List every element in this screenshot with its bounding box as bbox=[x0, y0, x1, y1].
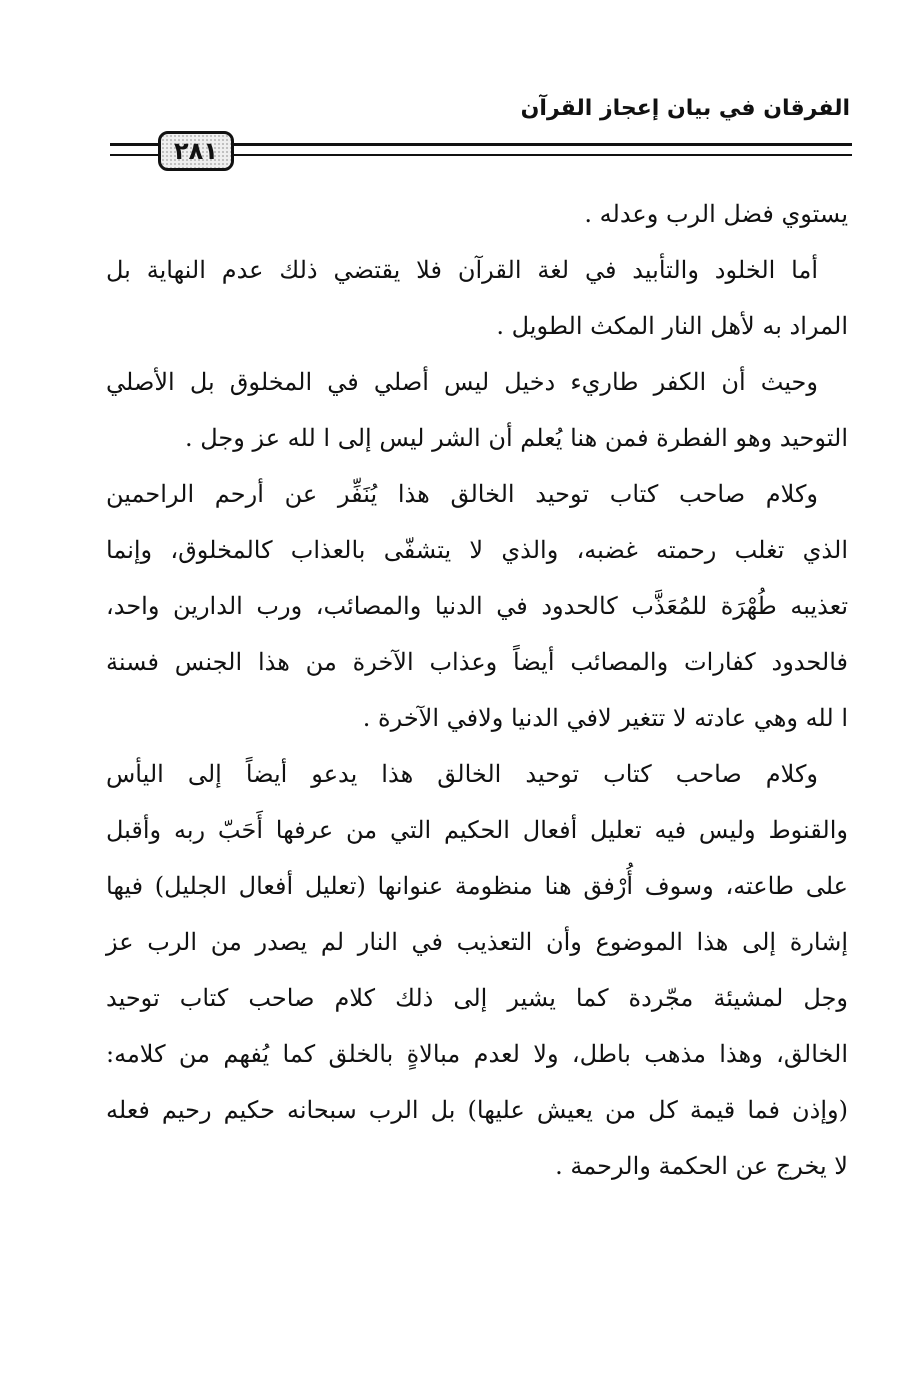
paragraph bbox=[106, 746, 848, 1194]
text-line: يستوي فضل الرب وعدله . bbox=[584, 200, 848, 228]
text-line: ا لله وهي عادته لا تتغير لافي الدنيا ولافي الآخرة . bbox=[362, 704, 848, 732]
text-line: على طاعته، وسوف أُرْفق هنا منظومة عنوانها (تعليل أفعال الجليل) فيها bbox=[106, 872, 848, 900]
page-number: ٢٨١ bbox=[174, 137, 218, 165]
paragraph bbox=[106, 242, 848, 354]
text-line: والقنوط وليس فيه تعليل أفعال الحكيم التي من عرفها أَحَبّ ربه وأقبل bbox=[106, 816, 848, 844]
text-line: الذي تغلب رحمته غضبه، والذي لا يتشفّى بالعذاب كالمخلوق، وإنما bbox=[106, 536, 848, 564]
text-line: (وإذن فما قيمة كل من يعيش عليها) بل الرب سبحانه حكيم رحيم فعله bbox=[106, 1096, 848, 1124]
text-line: المراد به لأهل النار المكث الطويل . bbox=[496, 312, 848, 340]
text-line: وحيث أن الكفر طاريء دخيل ليس أصلي في المخلوق بل الأصلي bbox=[106, 368, 818, 396]
header-rule-short-top bbox=[110, 143, 158, 146]
header-rule-top bbox=[234, 143, 852, 146]
paragraph bbox=[106, 466, 848, 746]
body-text bbox=[106, 186, 848, 1194]
page-number-frame bbox=[158, 131, 234, 171]
text-line: وجل لمشيئة مجّردة كما يشير إلى ذلك كلام صاحب كتاب توحيد bbox=[106, 984, 848, 1012]
text-line: أما الخلود والتأبيد في لغة القرآن فلا يقتضي ذلك عدم النهاية بل bbox=[106, 256, 818, 284]
text-line: إشارة إلى هذا الموضوع وأن التعذيب في النار لم يصدر من الرب عز bbox=[106, 928, 848, 956]
paragraph bbox=[106, 186, 848, 242]
running-title: الفرقان في بيان إعجاز القرآن bbox=[520, 96, 850, 121]
text-line: وكلام صاحب كتاب توحيد الخالق هذا يُنَفِّر عن أرحم الراحمين bbox=[106, 480, 818, 508]
text-line: الخالق، وهذا مذهب باطل، ولا لعدم مبالاةٍ بالخلق كما يُفهم من كلامه: bbox=[106, 1040, 848, 1068]
header-rule-short-bottom bbox=[110, 154, 158, 156]
header-rule-bottom bbox=[234, 154, 852, 156]
text-line: التوحيد وهو الفطرة فمن هنا يُعلم أن الشر ليس إلى ا لله عز وجل . bbox=[184, 424, 848, 452]
paragraph bbox=[106, 354, 848, 466]
text-line: وكلام صاحب كتاب توحيد الخالق هذا يدعو أيضاً إلى اليأس bbox=[106, 760, 818, 788]
text-line: فالحدود كفارات والمصائب أيضاً وعذاب الآخرة من هذا الجنس فسنة bbox=[106, 648, 848, 676]
text-line: لا يخرج عن الحكمة والرحمة . bbox=[555, 1152, 848, 1180]
text-line: تعذيبه طُهْرَة للمُعَذَّب كالحدود في الدنيا والمصائب، ورب الدارين واحد، bbox=[106, 592, 848, 620]
